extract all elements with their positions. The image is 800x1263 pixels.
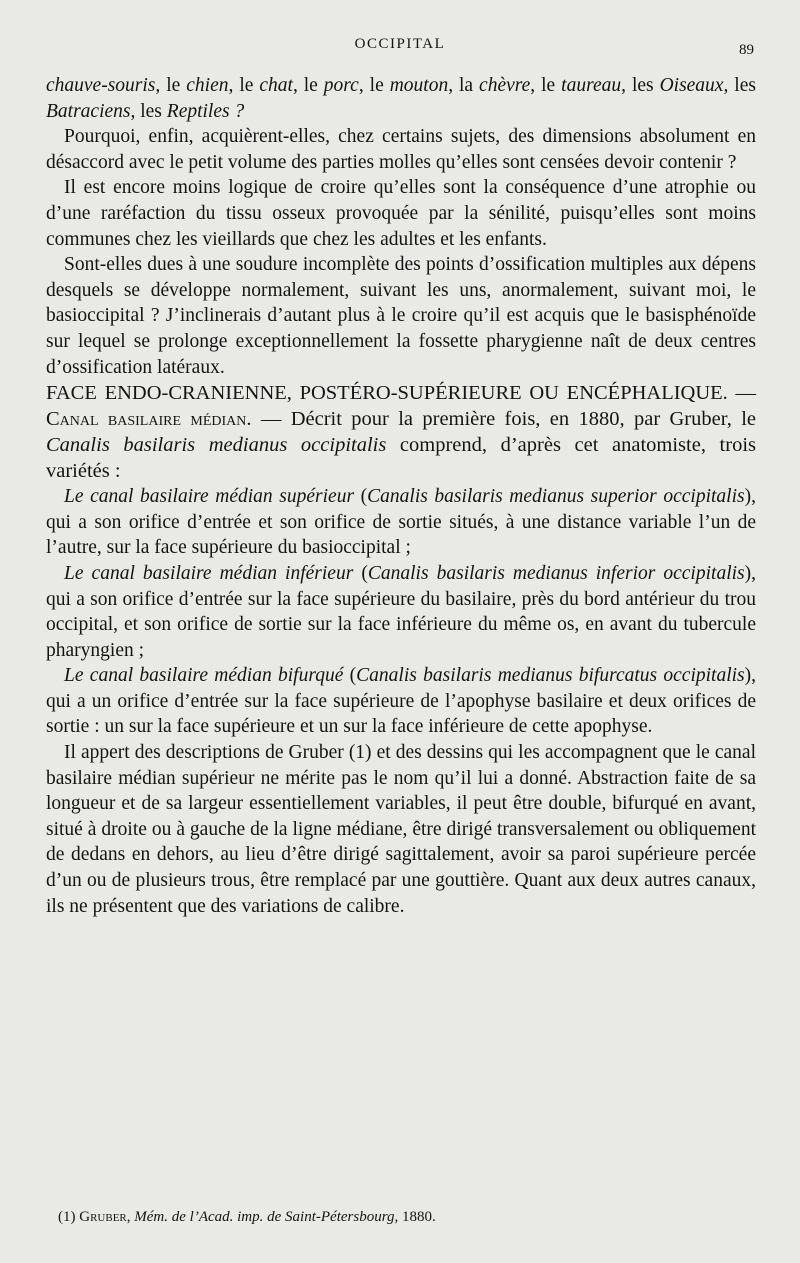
group-reptiles: Reptiles ? [166, 100, 245, 122]
paragraph-pourquoi: Pourquoi, enfin, acquièrent-elles, chez certains sujets, des dimensions absolument en désaccord avec le petit volume des parties molles qu’elles sont censées devoir contenir ? [46, 126, 756, 173]
variety-name: Le canal basilaire médian supérieur [64, 486, 355, 508]
text-run: , le [292, 75, 324, 96]
species-taureau: taureau [561, 75, 622, 96]
paragraph-continuation [46, 73, 756, 124]
species-chauve-souris: chauve-souris [46, 75, 156, 96]
text-run: comprend, d’après cet anatomiste, trois variétés : [46, 434, 756, 483]
text-run: ( [343, 665, 357, 687]
footnote-title: Mém. de l’Acad. imp. de Saint-Pétersbourg [134, 1209, 395, 1225]
footnote-author: Gruber [79, 1209, 127, 1225]
dash: — [251, 408, 291, 431]
section-subtitle: Canal basilaire médian. [46, 408, 252, 431]
latin-term: Canalis basilaris medianus bifurcatus occipitalis [356, 665, 745, 687]
latin-term: Canalis basilaris medianus superior occipitalis [367, 486, 745, 508]
species-porc: porc [323, 75, 359, 96]
running-head: OCCIPITAL [354, 36, 446, 52]
text-run: , les [723, 75, 756, 96]
species-chat: chat [259, 75, 293, 96]
dash: — [727, 382, 756, 405]
page-header [0, 34, 800, 58]
variety-description: ), qui a un orifice d’entrée sur la face supérieure de l’apophyse basilaire et deux orifices de sortie : un sur la face supérieure et un sur la face inférieure de cette apophyse. [46, 665, 757, 738]
latin-term: Canalis basilaris medianus inferior occipitalis [367, 562, 745, 584]
footnote-year: , 1880. [394, 1209, 436, 1225]
variety-bifurcated [46, 663, 756, 740]
text-run: , le [155, 75, 187, 96]
body-text [46, 73, 756, 919]
variety-name: Le canal basilaire médian bifurqué [64, 665, 344, 687]
text-run: ( [354, 486, 368, 508]
section-title: FACE ENDO-CRANIENNE, POSTÉRO-SUPÉRIEURE OU ENCÉPHALIQUE. [46, 382, 728, 405]
text-run: , [126, 1209, 135, 1225]
text-run: Décrit pour la première fois, en 1880, par Gruber, le [290, 408, 757, 431]
text-run: , le [358, 75, 390, 96]
variety-inferior [46, 561, 756, 663]
text-run: , la [448, 75, 480, 96]
text-run: ( [353, 562, 368, 584]
footnote [58, 1209, 436, 1226]
species-chien: chien [186, 75, 229, 96]
section-heading-paragraph [46, 380, 756, 484]
group-batraciens: Batraciens [46, 100, 131, 122]
text-run: , les [621, 75, 660, 96]
paragraph-gruber: Il appert des descriptions de Gruber (1) et des dessins qui les accompagnent que le canal basilaire médian supérieur ne mérite pas le nom qu’il lui a donné. Abstraction faite de sa longueur et de sa largeur essentiellement variables, il peut être double, bifurqué en avant, situé à droite ou à gauche de la ligne médiane, être dirigé transversalement ou obliquement de dedans en dehors, au lieu d’être dirigé sagittalement, avoir sa paroi supérieure percée d’un ou de plusieurs trous, être remplacé par une gouttière. Quant aux deux autres canaux, ils ne présentent que des variations de calibre. [46, 742, 756, 917]
variety-superior [46, 484, 756, 561]
text-run: , le [530, 75, 562, 96]
species-mouton: mouton [389, 75, 449, 96]
footnote-marker: (1) [58, 1209, 80, 1225]
group-oiseaux: Oiseaux [659, 75, 724, 96]
variety-description: ), qui a son orifice d’entrée et son orifice de sortie situés, à une distance variable l’un de l’autre, sur la face supérieure du basioccipital ; [46, 486, 756, 559]
variety-description: ), qui a son orifice d’entrée sur la face supérieure du basilaire, près du bord antérieur du trou occipital, et son orifice de sortie sur la face inférieure du même os, en avant du tubercule pharyngien ; [46, 562, 756, 661]
variety-name: Le canal basilaire médian inférieur [64, 562, 354, 584]
latin-term: Canalis basilaris medianus occipitalis [46, 434, 387, 457]
text-run: , le [228, 75, 260, 96]
page-number: 89 [739, 42, 754, 58]
paragraph-logique: Il est encore moins logique de croire qu’elles sont la conséquence d’une atrophie ou d’une raréfaction du tissu osseux provoquée par la sénilité, puisqu’elles sont moins communes chez les vieillards que chez les adultes et les enfants. [46, 177, 756, 250]
paragraph-soudure: Sont-elles dues à une soudure incomplète des points d’ossification multiples aux dépens desquels se développe normalement, suivant les uns, anormalement, suivant moi, le basioccipital ? J’inclinerais d’autant plus à le croire qu’il est acquis que le basisphénoïde sur lequel se prolonge exceptionnellement la fossette pharygienne naît de deux centres d’ossification latéraux. [46, 254, 756, 378]
text-run: , les [130, 100, 167, 122]
species-chevre: chèvre [479, 75, 531, 96]
